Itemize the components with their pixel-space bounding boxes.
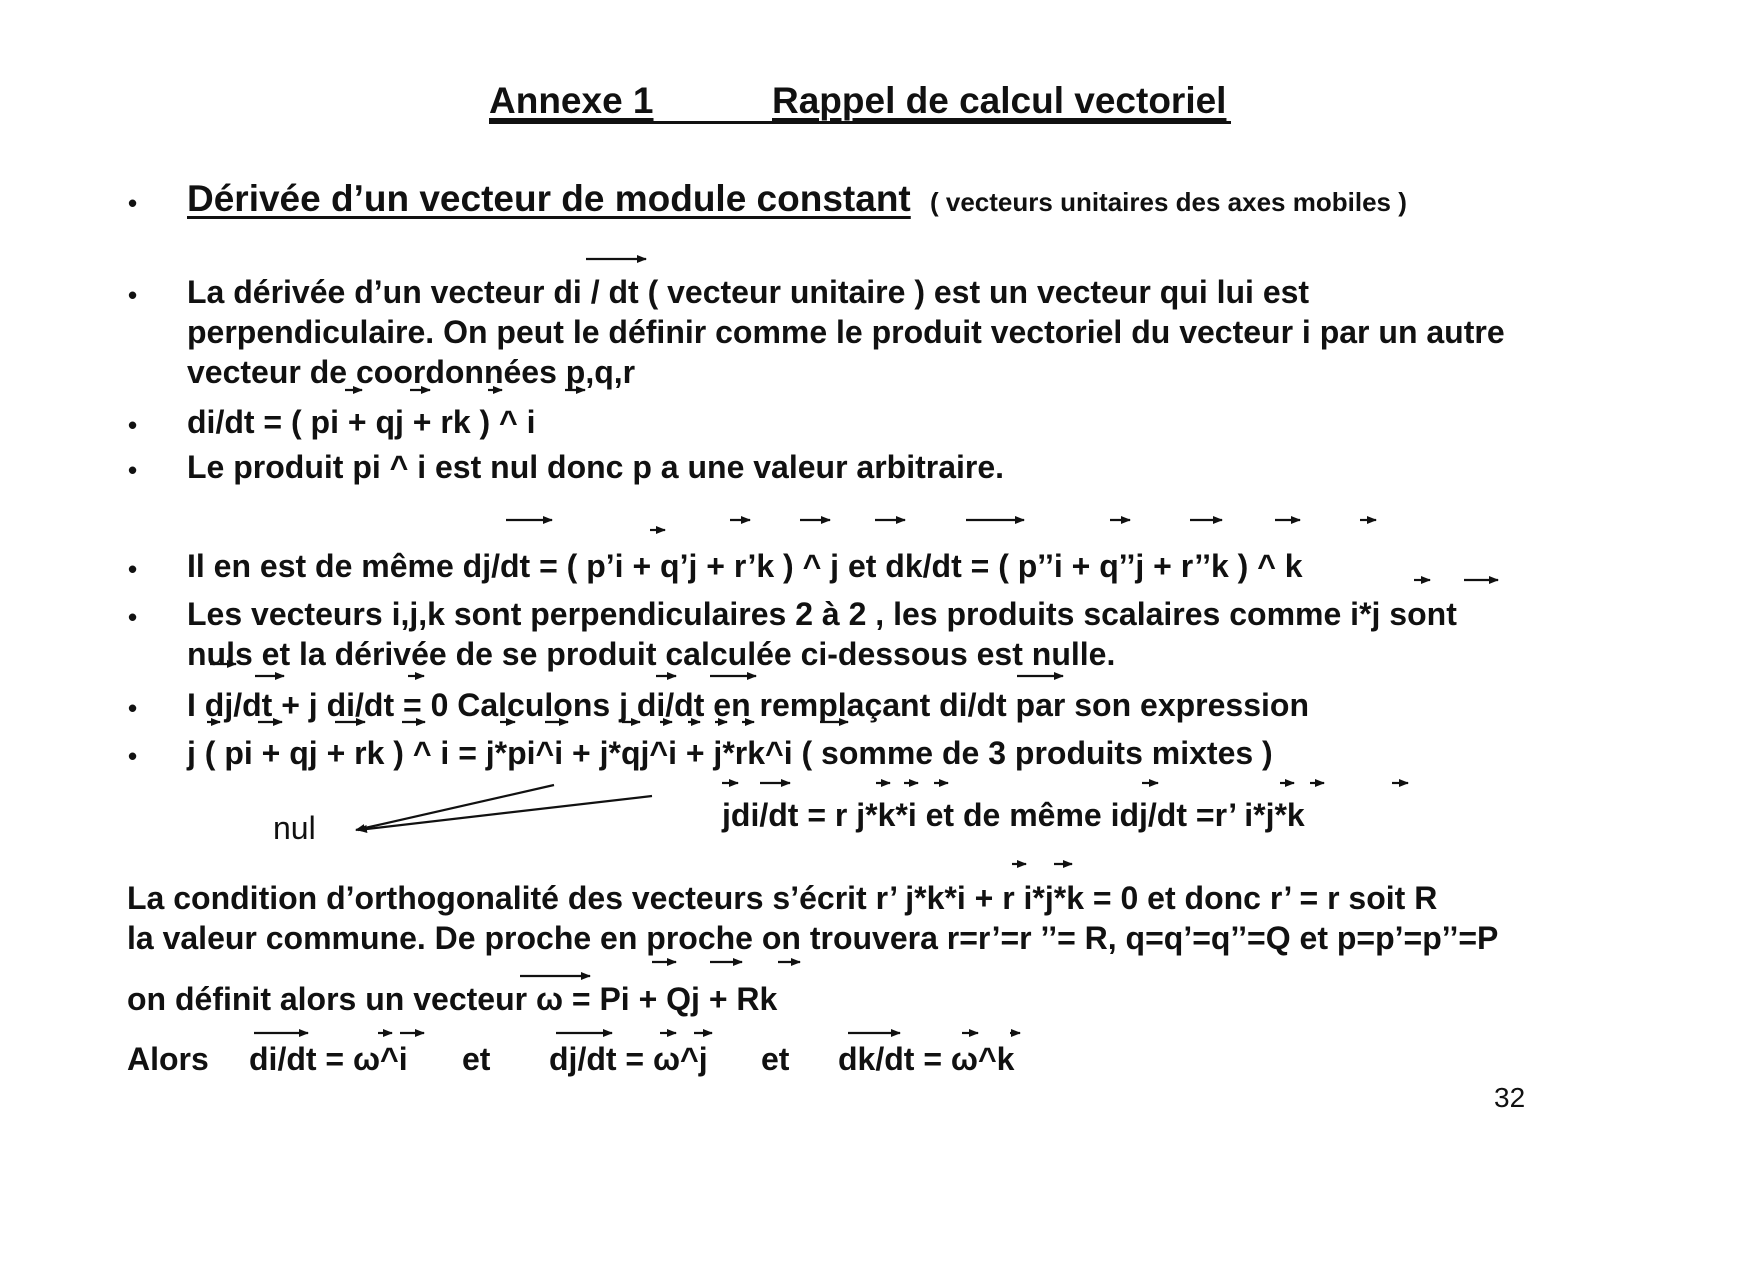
body-line-10: j ( pi + qj + rk ) ^ i = j*pi^i + j*qj^i + j*rk^i ( somme de 3 produits mixtes ) — [187, 735, 1273, 771]
page-title: Rappel de calcul vectoriel — [772, 80, 1227, 121]
bullet: • — [128, 602, 138, 632]
section-subheading: ( vecteurs unitaires des axes mobiles ) — [930, 187, 1407, 217]
body-line-1: La dérivée d’un vecteur di / dt ( vecteur unitaire ) est un vecteur qui lui est — [187, 274, 1310, 310]
dk-dt-omega: dk/dt = ω^k — [838, 1041, 1015, 1077]
di-dt-omega: di/dt = ω^i — [249, 1041, 408, 1077]
body-line-12: La condition d’orthogonalité des vecteurs s’écrit r’ j*k*i + r i*j*k = 0 et donc r’ = r soit R — [127, 880, 1438, 916]
page-number: 32 — [1494, 1082, 1526, 1113]
body-line-8: nuls et la dérivée de se produit calculée ci-dessous est nulle. — [187, 636, 1116, 672]
body-line-7: Les vecteurs i,j,k sont perpendiculaires 2 à 2 , les produits scalaires comme i*j sont — [187, 596, 1457, 632]
annex-number: Annexe 1 — [489, 80, 654, 121]
bullet: • — [128, 693, 138, 723]
body-line-11: jdi/dt = r j*k*i et de même idj/dt =r’ i*j*k — [722, 797, 1305, 833]
nul-pointer-line — [356, 785, 554, 830]
nul-pointer-line — [358, 796, 652, 830]
body-line-14: on définit alors un vecteur ω = Pi + Qj + Rk — [127, 981, 778, 1017]
bullet: • — [128, 410, 138, 440]
bullet: • — [128, 280, 138, 310]
body-line-6: Il en est de même dj/dt = ( p’i + q’j + r’k ) ^ j et dk/dt = ( p’’i + q’’j + r’’k ) ^ k — [187, 548, 1303, 584]
dj-dt-omega: dj/dt = ω^j — [549, 1041, 708, 1077]
body-line-4: di/dt = ( pi + qj + rk ) ^ i — [187, 404, 536, 440]
section-heading: Dérivée d’un vecteur de module constant — [187, 178, 911, 219]
body-line-3: vecteur de coordonnées p,q,r — [187, 354, 636, 390]
et-2: et — [761, 1041, 790, 1077]
bullet: • — [128, 554, 138, 584]
bullet: • — [128, 455, 138, 485]
nul-label: nul — [273, 810, 316, 846]
body-line-2: perpendiculaire. On peut le définir comme le produit vectoriel du vecteur i par un autre — [187, 314, 1505, 350]
bullet: • — [128, 188, 138, 218]
body-line-13: la valeur commune. De proche en proche on trouvera r=r’=r ’’= R, q=q’=q’’=Q et p=p’=p’’=P — [127, 920, 1499, 956]
body-line-5: Le produit pi ^ i est nul donc p a une valeur arbitraire. — [187, 449, 1005, 485]
et-1: et — [462, 1041, 491, 1077]
alors-label: Alors — [127, 1041, 209, 1077]
bullet: • — [128, 741, 138, 771]
body-line-9: I dj/dt + j di/dt = 0 Calculons j di/dt en remplaçant di/dt par son expression — [187, 687, 1309, 723]
